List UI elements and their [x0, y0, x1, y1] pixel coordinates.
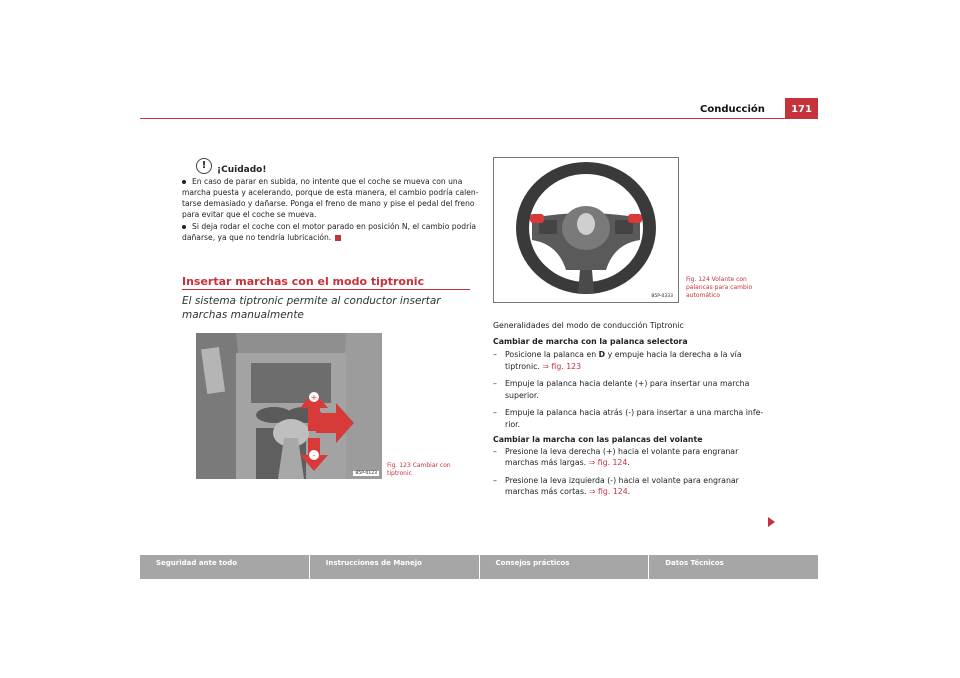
figure-reference-link[interactable]: ⇒ fig. 124 [588, 458, 628, 467]
figure-123-gear-lever [196, 333, 382, 479]
caution-bullet-1 [182, 176, 482, 220]
figure-124-caption [686, 276, 752, 300]
dash: – [493, 475, 497, 485]
text-line: Si deja rodar el coche con el motor parado en posición N, el cambio podría [192, 222, 476, 231]
dash: – [493, 408, 497, 417]
step-2-line1 [493, 378, 783, 390]
heading-lever: Cambiar de marcha con la palanca selectora [493, 336, 688, 346]
exclamation-icon: ! [196, 158, 212, 174]
footer-tab-seguridad[interactable]: Seguridad ante todo [140, 555, 310, 579]
step-3-line2: rior. [505, 419, 521, 429]
text-line: para evitar que el coche se mueva. [182, 210, 317, 219]
footer-tab-datos[interactable]: Datos Técnicos [649, 555, 818, 579]
caption-line: Fig. 123 Cambiar con [387, 462, 451, 469]
step-3-line1 [493, 407, 783, 419]
step-2-line2: superior. [505, 390, 539, 400]
footer-tab-instrucciones[interactable]: Instrucciones de Manejo [310, 555, 480, 579]
gear-lever-illustration [196, 333, 382, 479]
bullet-icon [182, 225, 186, 229]
caption-line: tiptronic [387, 470, 412, 477]
section-title: Insertar marchas con el modo tiptronic [182, 275, 425, 288]
step-1-line2 [493, 361, 783, 373]
caption-line: automático [686, 292, 721, 299]
text-line: dañarse, ya que no tendría lubricación. [182, 233, 332, 242]
step-3 [493, 407, 783, 430]
step-5-line1 [493, 475, 783, 487]
text-line: En caso de parar en subida, no intente que el coche se mueva con una [192, 177, 463, 186]
figure-id: B5P-0123 [355, 471, 377, 476]
svg-text:-: - [312, 451, 316, 460]
step-4 [493, 446, 783, 469]
caution-bullet-1-line [182, 176, 482, 187]
bullet-icon [182, 180, 186, 184]
text: tiptronic. [505, 361, 543, 371]
footer-nav [140, 555, 818, 579]
text: Posicione la palanca en [505, 350, 599, 359]
figure-123-caption [387, 462, 451, 478]
footer-tab-consejos[interactable]: Consejos prácticos [480, 555, 650, 579]
end-mark-icon [335, 235, 341, 241]
step-4-line1 [493, 446, 783, 458]
caution-bullet-2 [182, 221, 482, 243]
caption-line: palancas para cambio [686, 284, 753, 291]
svg-text:+: + [310, 393, 318, 402]
section-rule [182, 289, 470, 290]
text: marchas más cortas. [505, 487, 589, 496]
text: Presione la leva izquierda (-) hacia el volante para engranar [505, 475, 739, 485]
step-5-line2: marchas más cortas. ⇒ fig. 124. [505, 487, 631, 496]
running-header-title: Conducción [700, 104, 765, 115]
step-2 [493, 378, 783, 401]
figure-id: B5P-0333 [651, 294, 673, 299]
step-1-line1 [493, 349, 783, 361]
text-line: tarse demasiado y dañarse. Ponga el freno de mano y pise el pedal del freno [182, 199, 475, 208]
text: marchas más largas. [505, 458, 589, 467]
text-bold: D [598, 350, 606, 359]
step-5 [493, 475, 783, 498]
dash: – [493, 446, 497, 456]
caption-line: Fig. 124 Volante con [686, 276, 747, 283]
steering-wheel-illustration [494, 158, 678, 302]
caution-bullet-2-line2 [182, 232, 482, 243]
text: Empuje la palanca hacia delante (+) para insertar una marcha [505, 379, 750, 388]
figure-124-steering-wheel [493, 157, 679, 303]
header-rule [140, 118, 818, 119]
body-text [493, 320, 783, 498]
page-number: 171 [785, 98, 818, 118]
step-4-line2: marchas más largas. ⇒ fig. 124. [505, 458, 630, 467]
caution-title: ¡Cuidado! [217, 165, 267, 175]
figure-reference-link[interactable]: ⇒ fig. 124 [588, 487, 628, 496]
dash: – [493, 350, 497, 359]
next-page-arrow-icon[interactable] [768, 517, 775, 527]
text-line: marcha puesta y acelerando, porque de esta manera, el cambio podría calen- [182, 188, 479, 197]
dash: – [493, 379, 497, 388]
figure-reference-link[interactable]: ⇒ fig. 123 [542, 361, 582, 371]
intro-line: Generalidades del modo de conducción Tiptronic [493, 321, 684, 330]
text: y empuje hacia la derecha a la vía [605, 350, 742, 359]
text: Presione la leva derecha (+) hacia el volante para engranar [505, 446, 739, 456]
section-subtitle: El sistema tiptronic permite al conductor insertar marchas manualmente [182, 295, 441, 321]
heading-paddles: Cambiar la marcha con las palancas del volante [493, 435, 703, 444]
step-1 [493, 349, 783, 372]
caution-bullet-2-line [182, 221, 482, 232]
text: Empuje la palanca hacia atrás (-) para insertar a una marcha infe- [505, 408, 764, 417]
